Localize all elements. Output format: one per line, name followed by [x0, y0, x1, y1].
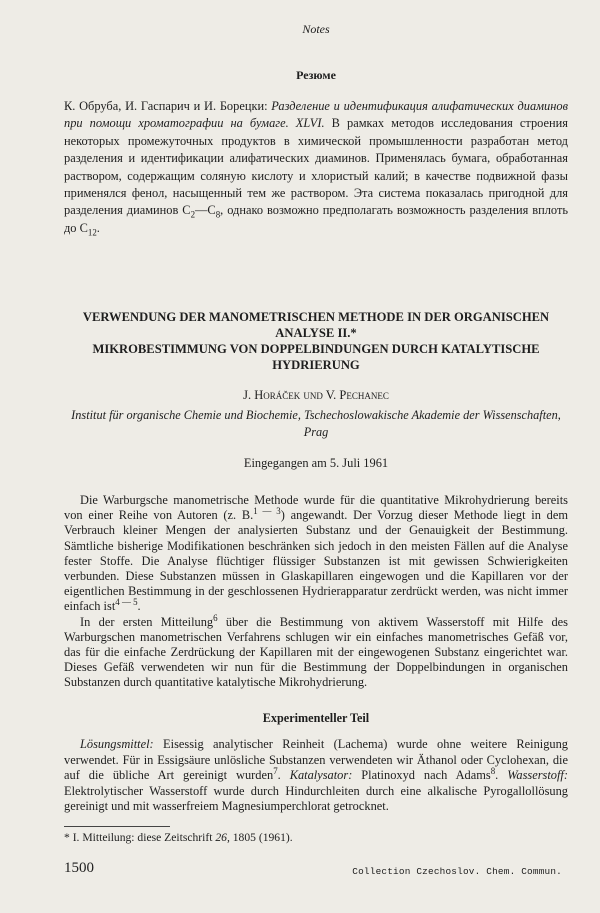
experimental-paragraph: Lösungsmittel: Eisessig analytischer Reinheit (Lachema) wurde ohne weitere Reinigung verwendet. Für in Essigsäure unlösliche Substanzen verwendeten wir Äthanol oder Cyclohexan, die auf die übliche Art gereinigt wurden$^7$. Katalysator: Platinoxyd nach Adams$^8$. Wasserstoff: Elektrolytischer Wasserstoff wurde durch Hindurchleiten durch eine alkalische Pyrogallollösung gereinigt und mit wasserfreiem Magnesiumperchlorat getrocknet.: [64, 737, 569, 814]
paragraph-2: [64, 612, 568, 691]
summary-body-b: , однако возможно предполагать возможность разделения вплоть до C: [64, 203, 569, 235]
ref-7: 7: [273, 766, 278, 777]
subscript-c8: 8: [215, 209, 221, 220]
article-authors: J. Horáček und V. Pechanec: [243, 388, 389, 402]
p2-text-b: über die Bestimmung von aktivem Wasserstoff mit Hilfe des Warburgschen manometrischen Verfahrens schlugen wir ein einfaches manometrisches Gefäß vor, das für die einfache Zerdrückung der Kapillaren mit der eingewogenen Substanz eingerichtet war. Dieses Gefäß verwendeten wir nun für die Bestimmung der Doppelbindungen in organischen Substanzen durch quantitative katalytische Mikrohydrierung.: [64, 614, 568, 690]
page-number: 1500: [64, 860, 94, 876]
paragraph-1: [64, 493, 568, 615]
summary-heading: Резюме: [296, 68, 336, 82]
text-catalyst: Platinoxyd nach Adams: [352, 768, 491, 783]
footnote-text-a: * I. Mitteilung: diese Zeitschrift: [64, 831, 216, 844]
label-catalyst: Katalysator:: [289, 768, 353, 783]
summary-body-a: В рамках методов исследования строения некоторых промежуточных продуктов в химической промышленности разработан метод разделения и идентификации алифатических диаминов. Применялась бумага, обработанная раствором, содержащим соляную кислоту и хлористый калий; в качестве подвижной фазы применялся фенол, насыщенный тем же раствором. Эта система показалась пригодной для разделения диаминов C: [64, 116, 568, 218]
ref-1-3: 1 — 3: [253, 506, 281, 517]
summary-title: Разделение и идентификация алифатических диаминов при помощи хроматографии на бумаге. XLVI.: [64, 99, 568, 131]
ref-8: 8: [490, 766, 496, 777]
article-title-line2: MIKROBESTIMMUNG VON DOPPELBINDUNGEN DURCH KATALYTISCHE HYDRIERUNG: [92, 342, 540, 372]
main-body: [64, 493, 568, 691]
institute: Institut für organische Chemie und Biochemie, Tschechoslowakische Akademie der Wissenschaften, Prag: [71, 408, 561, 439]
text-hydrogen: Elektrolytischer Wasserstoff wurde durch Hindurchleiten durch eine alkalische Pyrogallollösung gereinigt und mit wasserfreiem Magnesiumperchlorat getrocknet.: [64, 783, 568, 814]
summary-end: .: [96, 220, 100, 235]
experimental-body: [64, 737, 568, 815]
received-date: Eingegangen am 5. Juli 1961: [243, 456, 389, 470]
article-title: [60, 309, 572, 373]
summary-dash: —C: [195, 203, 216, 218]
p1-text-a: Die Warburgsche manometrische Methode wurde für die quantitative Mikrohydrierung bereits von einer Reihe von Autoren (z. B.: [64, 493, 568, 523]
summary-authors: К. Обруба, И. Гаспарич и И. Борецки:: [64, 99, 268, 113]
footnote-volume: 26,: [215, 831, 230, 844]
running-title: Notes: [302, 22, 330, 36]
footnote: [64, 831, 568, 844]
ref-4-5: 4 — 5: [115, 597, 138, 608]
label-solvent: Lösungsmittel:: [80, 737, 154, 751]
p1-text-b: ) angewandt. Der Vorzug dieser Methode liegt in dem Verbrauch kleiner Mengen der analysierten Substanz und der Genauigkeit der Bestimmung. Sämtliche bisherige Modifikationen beschränken sich jedoch in den meisten Fällen auf die Analyse fester Stoffe. Die Analyse flüchtiger flüssiger Substanzen ist mit gewissen Schwierigkeiten verbunden. Diese Substanzen müssen in Glaskapillaren eingewogen und die Kapillaren vor der eigentlichen Bestimmung in der geschlossenen Hydrierapparatur zerdrückt werden, was nicht immer einfach ist: [64, 508, 568, 614]
p1-text-c: .: [137, 599, 141, 614]
russian-summary: [64, 98, 568, 237]
ref-6: 6: [213, 612, 218, 623]
subscript-c2: 2: [190, 209, 196, 220]
text-solvent: Eisessig analytischer Reinheit (Lachema) wurde ohne weitere Reinigung verwendet. Für in Essigsäure unlösliche Substanzen verwendeten wir Äthanol oder Cyclohexan, die auf die übliche Art gereinigt wurden: [64, 737, 568, 783]
footnote-rule: [64, 826, 170, 827]
article-title-line1: VERWENDUNG DER MANOMETRISCHEN METHODE IN DER ORGANISCHEN ANALYSE II.*: [82, 310, 550, 340]
p2-text-a: In der ersten Mitteilung: [80, 614, 214, 629]
footnote-text-b: 1805 (1961).: [229, 831, 293, 844]
subscript-c12: 12: [87, 227, 97, 238]
journal-name: Collection Czechoslov. Chem. Commun.: [352, 866, 562, 877]
experimental-heading: Experimenteller Teil: [262, 711, 370, 725]
label-hydrogen: Wasserstoff:: [507, 768, 569, 783]
